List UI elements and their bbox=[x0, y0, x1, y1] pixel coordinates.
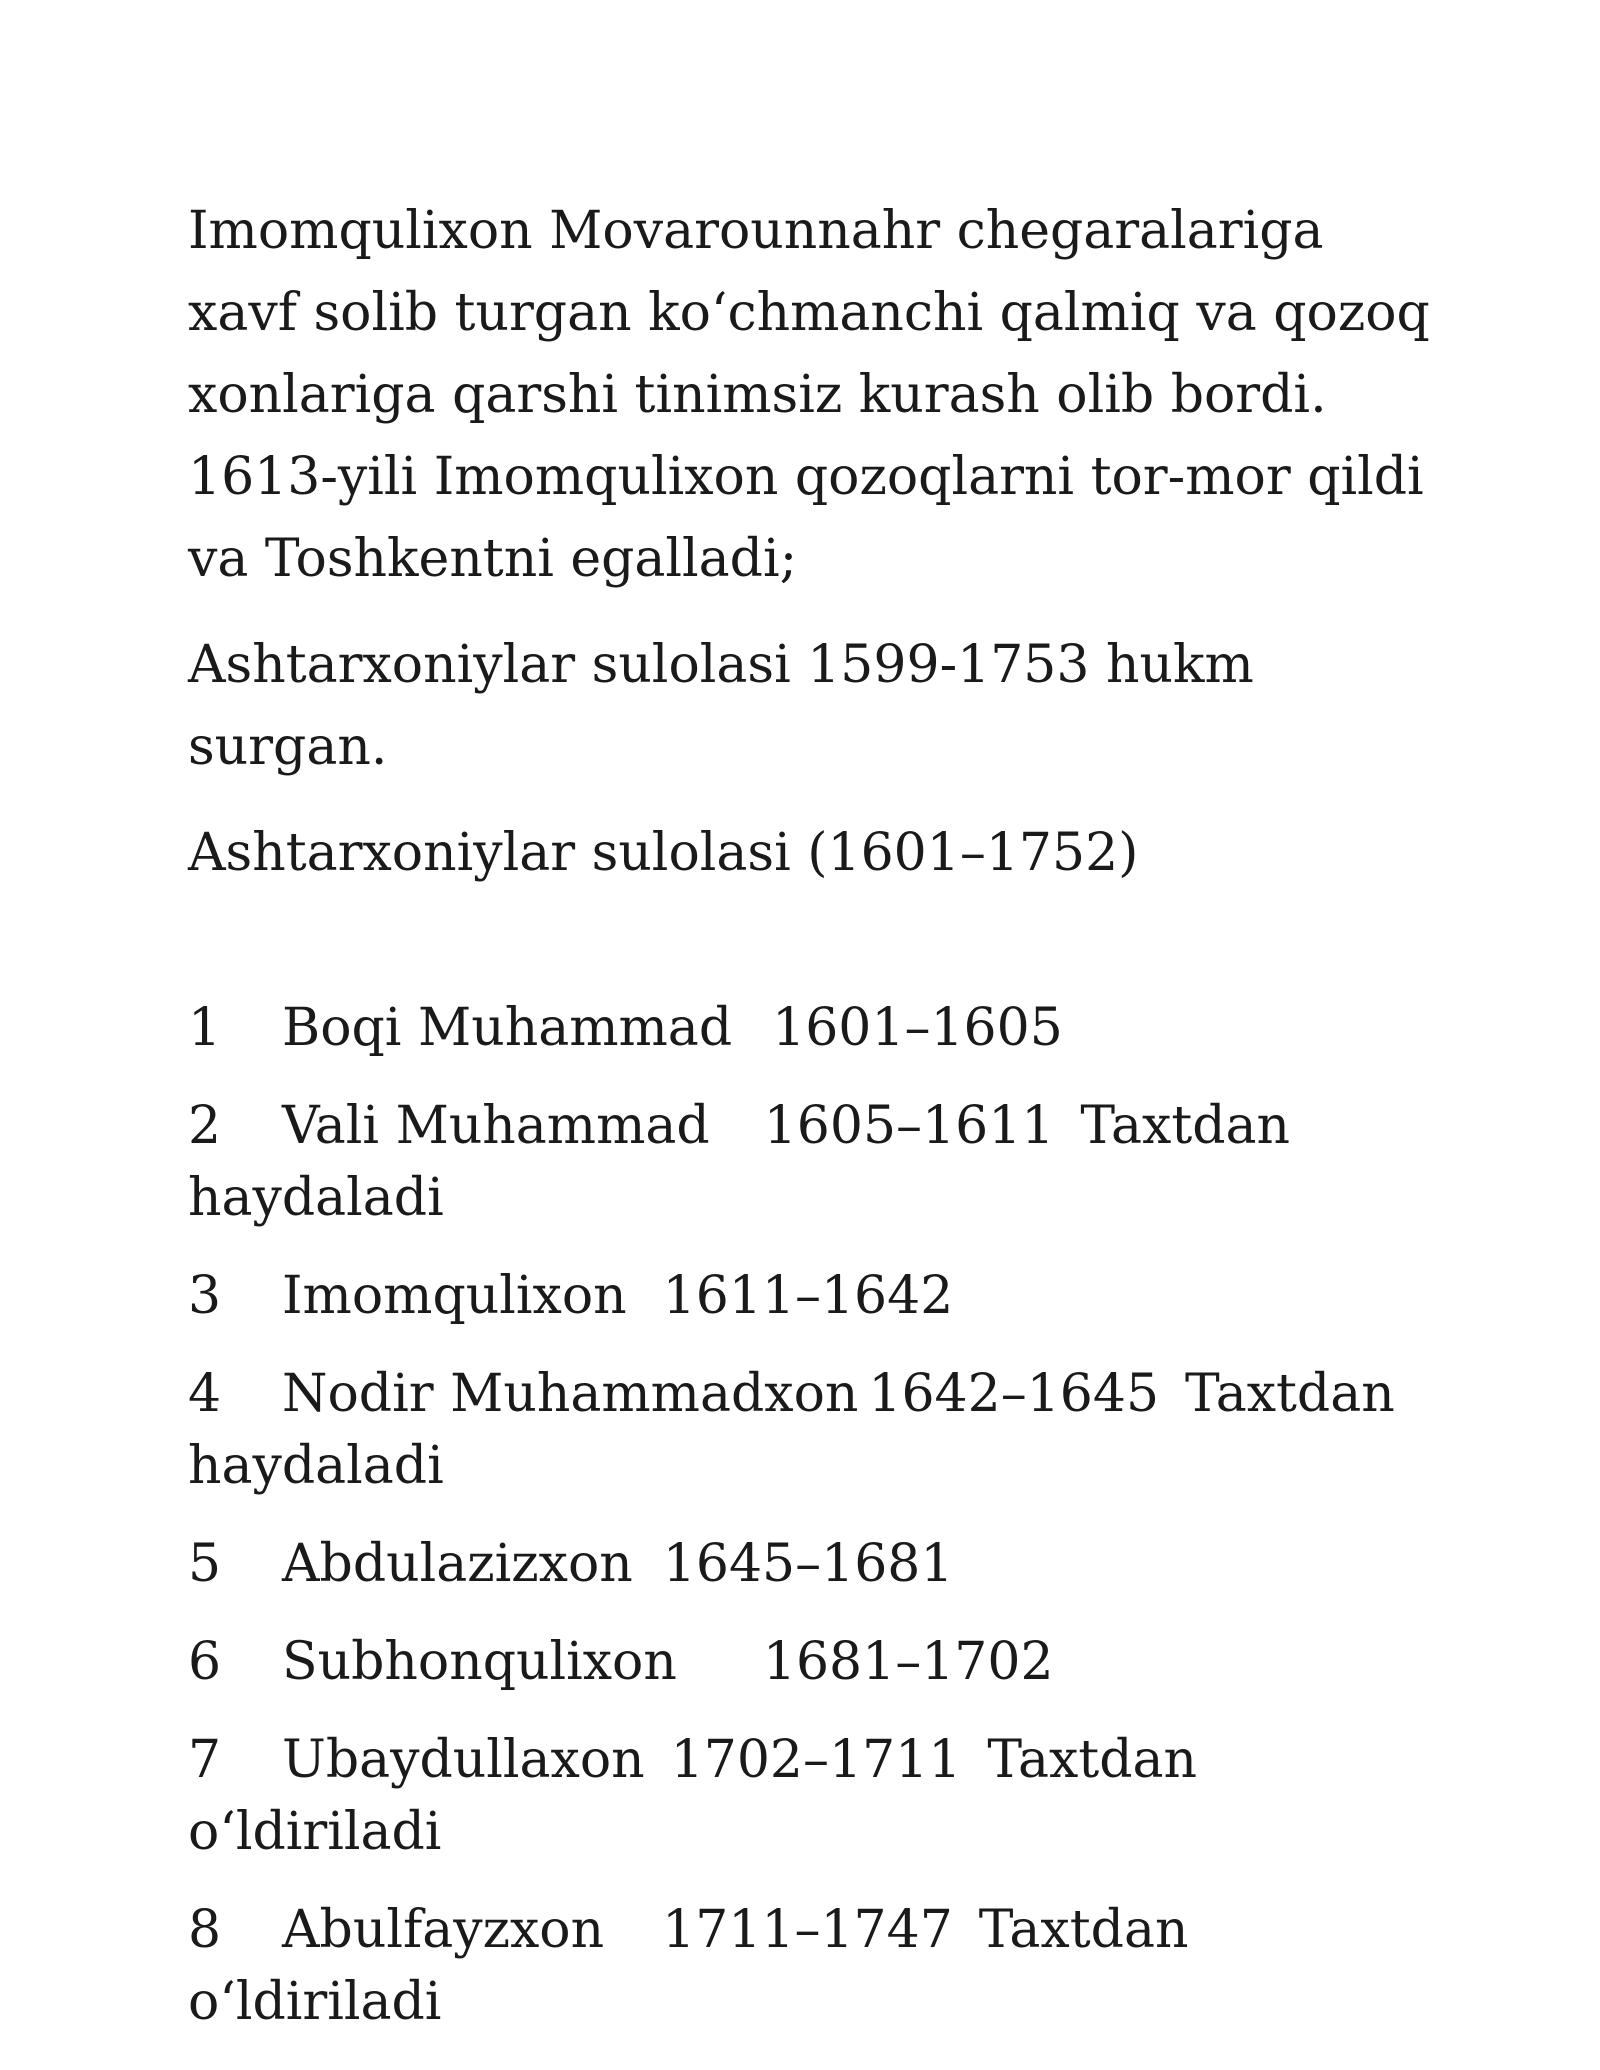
document-page bbox=[188, 190, 1438, 2064]
ruler-number: 2 bbox=[188, 1096, 222, 1156]
ruler-row bbox=[188, 1894, 1438, 2038]
ruler-name: Imomqulixon bbox=[282, 1266, 627, 1326]
ruler-number: 7 bbox=[188, 1730, 222, 1790]
ruler-name: Vali Muhammad bbox=[282, 1096, 710, 1156]
ruler-years: 1601–1605 bbox=[772, 998, 1063, 1058]
ruler-note: Taxtdan haydaladi bbox=[188, 1364, 1395, 1496]
ruler-years: 1702–1711 bbox=[670, 1730, 962, 1790]
ruler-number: 5 bbox=[188, 1534, 222, 1594]
ruler-note: Taxtdan oʻldiriladi bbox=[188, 1900, 1189, 2032]
ruler-row bbox=[188, 1090, 1438, 1234]
ruler-number: 8 bbox=[188, 1900, 222, 1960]
ruler-row bbox=[188, 1260, 1438, 1332]
ruler-row bbox=[188, 1724, 1438, 1868]
ruler-row bbox=[188, 992, 1438, 1064]
ruler-number: 4 bbox=[188, 1364, 222, 1424]
ruler-years: 1711–1747 bbox=[662, 1900, 953, 1960]
ruler-number: 3 bbox=[188, 1266, 222, 1326]
ruler-number: 6 bbox=[188, 1632, 222, 1692]
ruler-name: Abulfayzxon bbox=[282, 1900, 605, 1960]
ruler-number: 1 bbox=[188, 998, 222, 1058]
ruler-note: Taxtdan haydaladi bbox=[188, 1096, 1291, 1228]
intro-paragraph: Imomqulixon Movarounnahr chegaralariga xavf solib turgan koʻchmanchi qalmiq va qozoq xonlariga qarshi tinimsiz kurash olib bordi. 1613-yili Imomqulixon qozoqlarni tor-mor qildi va Toshkentni egalladi; bbox=[188, 201, 1430, 589]
ruler-list bbox=[188, 992, 1438, 2038]
reign-note-paragraph: Ashtarxoniylar sulolasi 1599-1753 hukm surgan. bbox=[188, 635, 1254, 777]
ruler-name: Nodir Muhammadxon bbox=[282, 1364, 859, 1424]
ruler-row bbox=[188, 1626, 1438, 1698]
ruler-row bbox=[188, 1528, 1438, 1600]
ruler-years: 1611–1642 bbox=[662, 1266, 954, 1326]
ruler-row bbox=[188, 1358, 1438, 1502]
ruler-years: 1645–1681 bbox=[662, 1534, 954, 1594]
ruler-name: Abdulazizxon bbox=[282, 1534, 633, 1594]
ruler-years: 1605–1611 bbox=[763, 1096, 1055, 1156]
ruler-name: Boqi Muhammad bbox=[282, 998, 733, 1058]
ruler-note: Taxtdan oʻldiriladi bbox=[188, 1730, 1197, 1862]
ruler-name: Ubaydullaxon bbox=[282, 1730, 645, 1790]
dynasty-heading: Ashtarxoniylar sulolasi (1601–1752) bbox=[188, 823, 1139, 883]
ruler-years: 1642–1645 bbox=[868, 1364, 1160, 1424]
ruler-years: 1681–1702 bbox=[762, 1632, 1054, 1692]
ruler-name: Subhonqulixon bbox=[282, 1632, 677, 1692]
